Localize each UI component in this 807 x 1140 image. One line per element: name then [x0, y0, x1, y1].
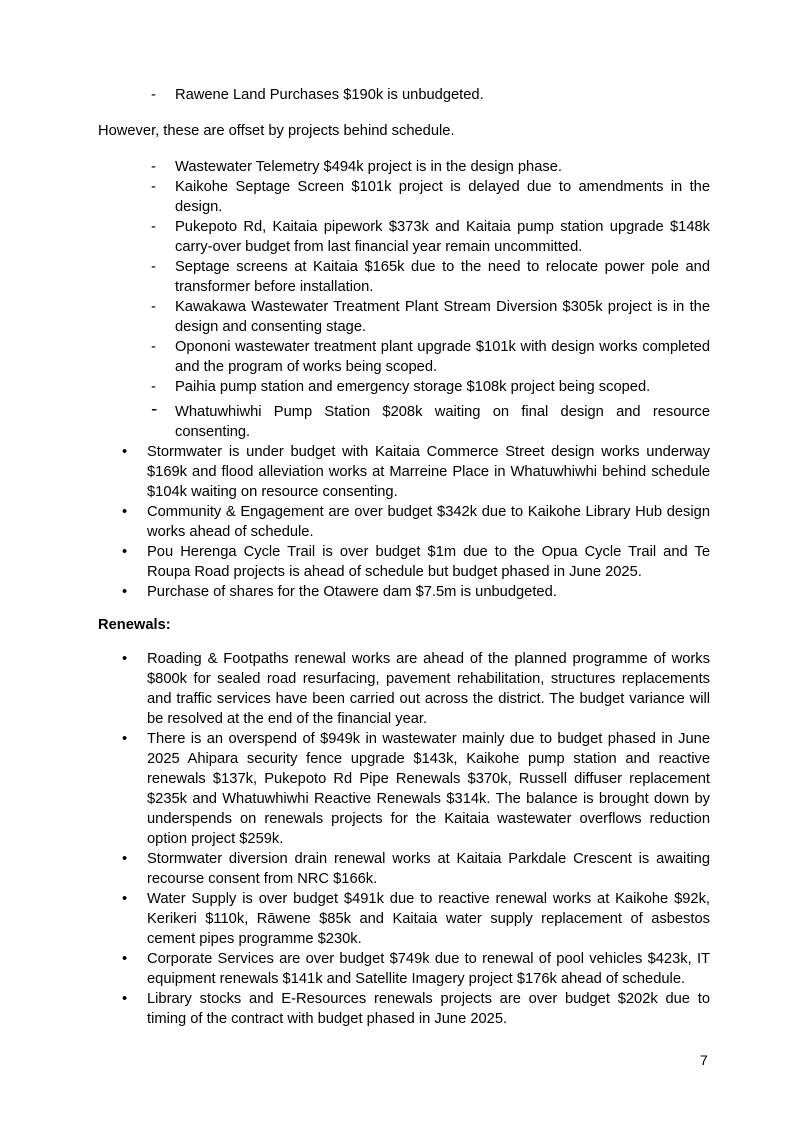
bullet-list-item	[98, 649, 710, 729]
dash-list-item	[98, 257, 710, 297]
list-item-text: Septage screens at Kaitaia $165k due to the need to relocate power pole and transformer before installation.	[175, 259, 710, 295]
list-item-text: Pukepoto Rd, Kaitaia pipework $373k and Kaitaia pump station upgrade $148k carry-over budget from last financial year remain uncommitted.	[175, 219, 710, 255]
list-item-text: Water Supply is over budget $491k due to reactive renewal works at Kaikohe $92k, Kerikeri $110k, Rāwene $85k and Kaitaia water supply replacement of asbestos cement pipes programme $230k.	[147, 891, 710, 947]
bullet-list-item	[98, 542, 710, 582]
dash-marker: -	[151, 299, 156, 315]
list-item-text: Wastewater Telemetry $494k project is in the design phase.	[175, 159, 562, 175]
dash-marker: -	[151, 379, 156, 395]
list-item-text: Stormwater is under budget with Kaitaia Commerce Street design works underway $169k and flood alleviation works at Marreine Place in Whatuwhiwhi behind schedule $104k waiting on resource consenting.	[147, 444, 710, 500]
list-item-text: There is an overspend of $949k in wastewater mainly due to budget phased in June 2025 Ahipara security fence upgrade $143k, Kaikohe pump station and reactive renewals $137k, Pukepoto Rd Pipe Renewals $370k, Russell diffuser replacement $235k and Whatuwhiwhi Reactive Renewals $314k. The balance is brought down by underspends on renewals projects for the Kaitaia wastewater overflows reduction option project $259k.	[147, 731, 710, 847]
dash-list-item	[98, 157, 710, 177]
list-item-text: Corporate Services are over budget $749k due to renewal of pool vehicles $423k, IT equipment renewals $141k and Satellite Imagery project $176k ahead of schedule.	[147, 951, 710, 987]
bullet-marker: •	[122, 651, 128, 667]
dash-list-item	[98, 337, 710, 377]
dash-list-item	[98, 217, 710, 257]
bullet-list-item	[98, 582, 710, 602]
dash-marker: -	[151, 339, 156, 355]
dash-marker: -	[151, 219, 156, 235]
dash-list-item	[98, 85, 710, 105]
list-item-text: Community & Engagement are over budget $342k due to Kaikohe Library Hub design works ahead of schedule.	[147, 504, 710, 540]
bullet-list-item	[98, 729, 710, 849]
bullet-list-item	[98, 849, 710, 889]
list-item-text: Rawene Land Purchases $190k is unbudgeted.	[175, 87, 484, 103]
renewals-bullet-list	[98, 649, 710, 1029]
bullet-marker: •	[122, 951, 128, 967]
dash-list-item	[98, 297, 710, 337]
dash-marker: -	[151, 159, 156, 175]
list-item-text: Opononi wastewater treatment plant upgrade $101k with design works completed and the program of works being scoped.	[175, 339, 710, 375]
list-item-text: Library stocks and E-Resources renewals projects are over budget $202k due to timing of the contract with budget phased in June 2025.	[147, 991, 710, 1027]
list-item-text: Roading & Footpaths renewal works are ahead of the planned programme of works $800k for sealed road resurfacing, pavement rehabilitation, structures replacements and traffic services have been carried out across the district. The budget variance will be resolved at the end of the financial year.	[147, 651, 710, 727]
bullet-marker: •	[122, 991, 128, 1007]
bullet-marker: •	[122, 891, 128, 907]
bullet-marker: •	[122, 444, 128, 460]
bullet-list-item	[98, 502, 710, 542]
bullet-marker: •	[122, 584, 128, 600]
bullet-list-item	[98, 442, 710, 502]
behind-schedule-dash-list	[98, 157, 710, 442]
dash-marker: -	[151, 259, 156, 275]
offset-paragraph: However, these are offset by projects behind schedule.	[98, 123, 455, 139]
list-item-text: Paihia pump station and emergency storage $108k project being scoped.	[175, 379, 651, 395]
summary-bullet-list	[98, 442, 710, 602]
bullet-marker: •	[122, 851, 128, 867]
dash-marker: -	[151, 399, 158, 420]
bullet-list-item	[98, 949, 710, 989]
dash-list-item	[98, 377, 710, 397]
bullet-marker: •	[122, 731, 128, 747]
list-item-text: Stormwater diversion drain renewal works at Kaitaia Parkdale Crescent is awaiting recourse consent from NRC $166k.	[147, 851, 710, 887]
list-item-text: Whatuwhiwhi Pump Station $208k waiting on final design and resource consenting.	[175, 404, 710, 440]
bullet-marker: •	[122, 544, 128, 560]
bullet-list-item	[98, 989, 710, 1029]
list-item-text: Kaikohe Septage Screen $101k project is delayed due to amendments in the design.	[175, 179, 710, 215]
dash-list-item	[98, 399, 710, 442]
list-item-text: Pou Herenga Cycle Trail is over budget $1m due to the Opua Cycle Trail and Te Roupa Road projects is ahead of schedule but budget phased in June 2025.	[147, 544, 710, 580]
bullet-marker: •	[122, 504, 128, 520]
list-item-text: Purchase of shares for the Otawere dam $7.5m is unbudgeted.	[147, 584, 557, 600]
bullet-list-item	[98, 889, 710, 949]
document-body	[98, 85, 710, 1029]
intro-dash-list	[98, 85, 710, 105]
list-item-text: Kawakawa Wastewater Treatment Plant Stream Diversion $305k project is in the design and consenting stage.	[175, 299, 710, 335]
page-number: 7	[700, 1052, 708, 1068]
dash-marker: -	[151, 179, 156, 195]
dash-list-item	[98, 177, 710, 217]
dash-marker: -	[151, 87, 156, 103]
section-heading-renewals: Renewals:	[98, 617, 171, 633]
